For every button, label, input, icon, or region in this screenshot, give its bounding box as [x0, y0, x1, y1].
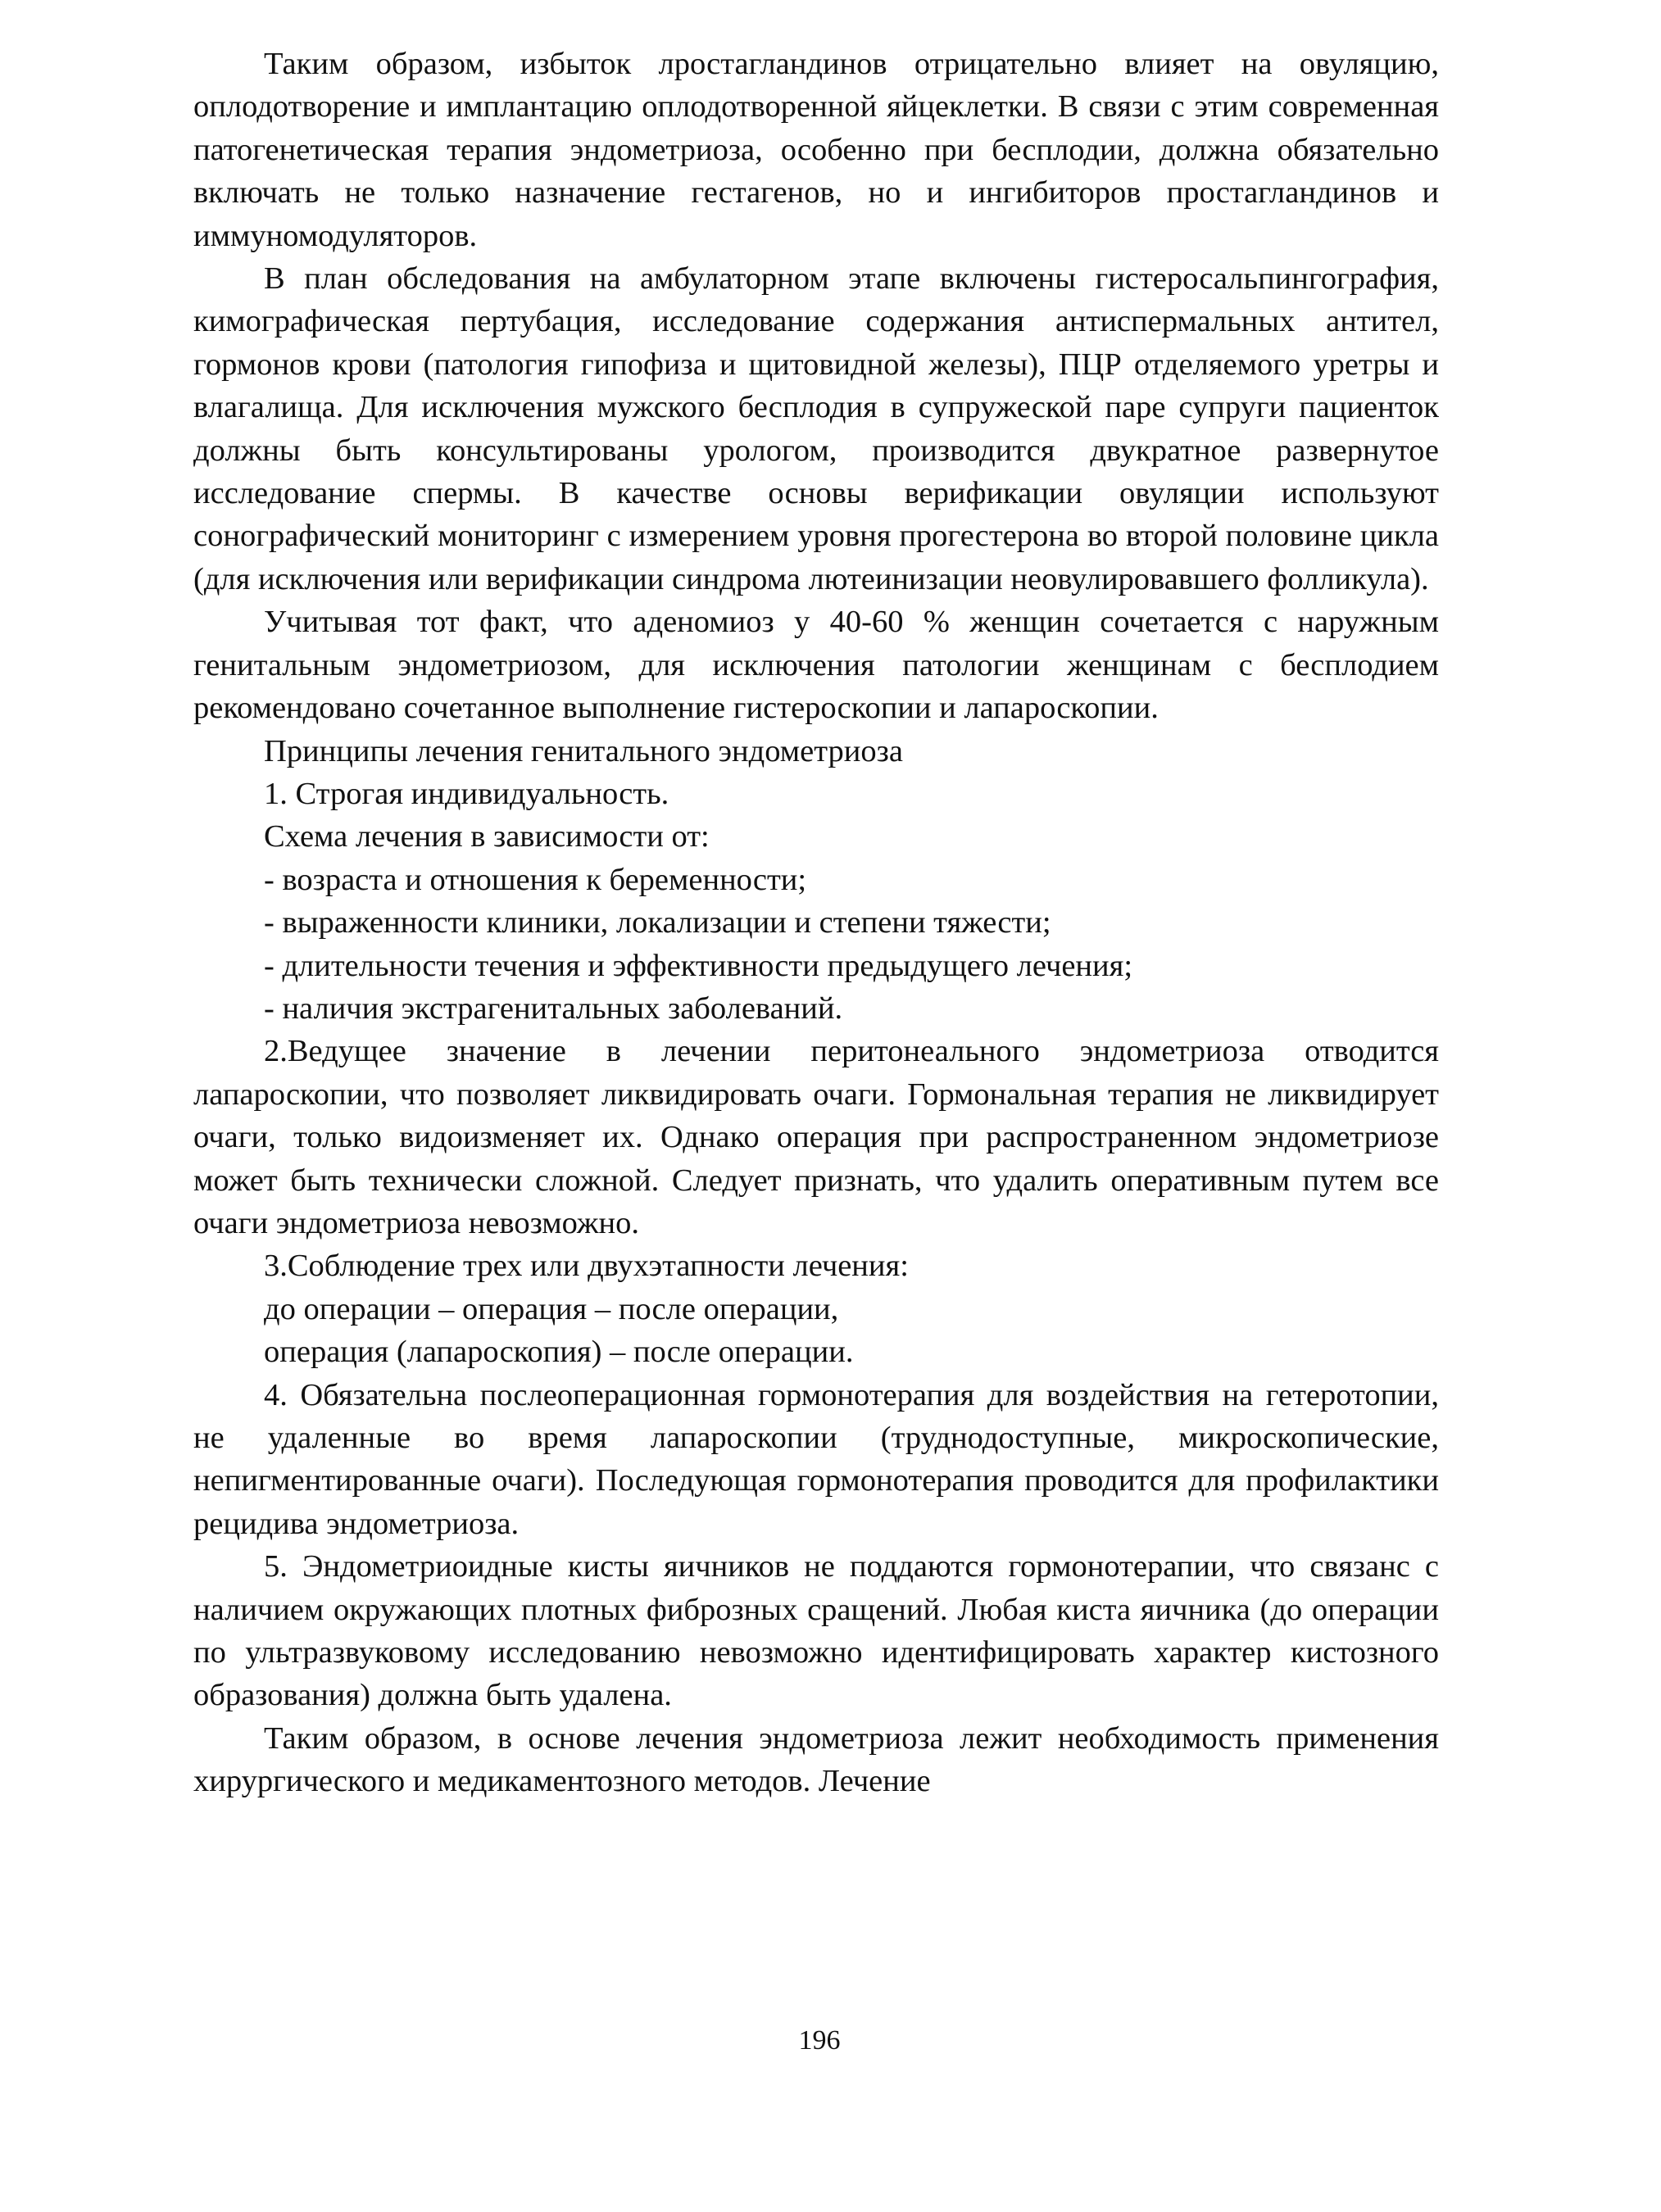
- paragraph-adenomyosis: Учитывая тот факт, что аденомиоз у 40-60 % женщин сочетается с наружным генитальным эндометриозом, для исключения патологии женщинам с бесплодием рекомендовано сочетанное выполнение гистероскопии и лапароскопии.: [193, 605, 1439, 726]
- paragraph-prostaglandins: Таким образом, избыток лростагландинов отрицательно влияет на овуляцию, оплодотворение и имплантацию оплодотворенной яйцеклетки. В связи с этим современная патогенетическая терапия эндометриоза, особенно при бесплодии, должна обязательно включать не только назначение гестагенов, но и ингибиторов простагландинов и иммуномодуляторов.: [193, 47, 1439, 253]
- scheme-item-age: - возраста и отношения к беременности;: [264, 862, 807, 897]
- scheme-item-severity: - выраженности клиники, локализации и степени тяжести;: [264, 905, 1051, 941]
- principle-3-option-2: операция (лапароскопия) – после операции.: [264, 1335, 854, 1370]
- scheme-intro: Схема лечения в зависимости от:: [264, 819, 710, 854]
- page-number: 196: [798, 2025, 841, 2056]
- paragraph-examination-plan: В план обследования на амбулаторном этапе включены гистеросальпингография, кимографическая пертубация, исследование содержания антиспермальных антител, гормонов крови (патология гипофиза и щитовидной железы), ПЦР отделяемого уретры и влагалища. Для исключения мужского бесплодия в супружеской паре супруги пациенток должны быть консультированы урологом, производится двукратное развернутое исследование спермы. В качестве основы верификации овуляции используют сонографический мониторинг с измерением уровня прогестерона во второй половине цикла (для исключения или верификации синдрома лютеинизации неовулировавшего фолликула).: [193, 261, 1439, 596]
- principle-3: 3.Соблюдение трех или двухэтапности лечения:: [264, 1249, 909, 1284]
- principle-2: 2.Ведущее значение в лечении перитонеального эндометриоза отводится лапароскопии, что позволяет ликвидировать очаги. Гормональная терапия не ликвидирует очаги, только видоизменяет их. Однако операция при распространенном эндометриозе может быть технически сложной. Следует признать, что удалить оперативным путем все очаги эндометриоза невозможно.: [193, 1034, 1439, 1240]
- principles-heading: Принципы лечения генитального эндометриоза: [264, 733, 903, 768]
- principle-4: 4. Обязательна послеоперационная гормонотерапия для воздействия на гетеротопии, не удаленные во время лапароскопии (труднодоступные, микроскопические, непигментированные очаги). Последующая гормонотерапия проводится для профилактики рецидива эндометриоза.: [193, 1377, 1439, 1541]
- scheme-item-comorbidity: - наличия экстрагенитальных заболеваний.: [264, 990, 843, 1026]
- body-text: [193, 43, 1439, 1803]
- principle-3-option-1: до операции – операция – после операции,: [264, 1291, 839, 1326]
- scheme-item-duration: - длительности течения и эффективности предыдущего лечения;: [264, 948, 1133, 983]
- principle-1: 1. Строгая индивидуальность.: [264, 776, 669, 811]
- principle-5: 5. Эндометриоидные кисты яичников не поддаются гормонотерапии, что связанс с наличием окружающих плотных фиброзных сращений. Любая киста яичника (до операции по ультразвуковому исследованию невозможно идентифицировать характер кистозного образования) должна быть удалена.: [193, 1549, 1439, 1713]
- paragraph-conclusion: Таким образом, в основе лечения эндометриоза лежит необходимость применения хирургического и медикаментозного методов. Лечение: [193, 1720, 1439, 1799]
